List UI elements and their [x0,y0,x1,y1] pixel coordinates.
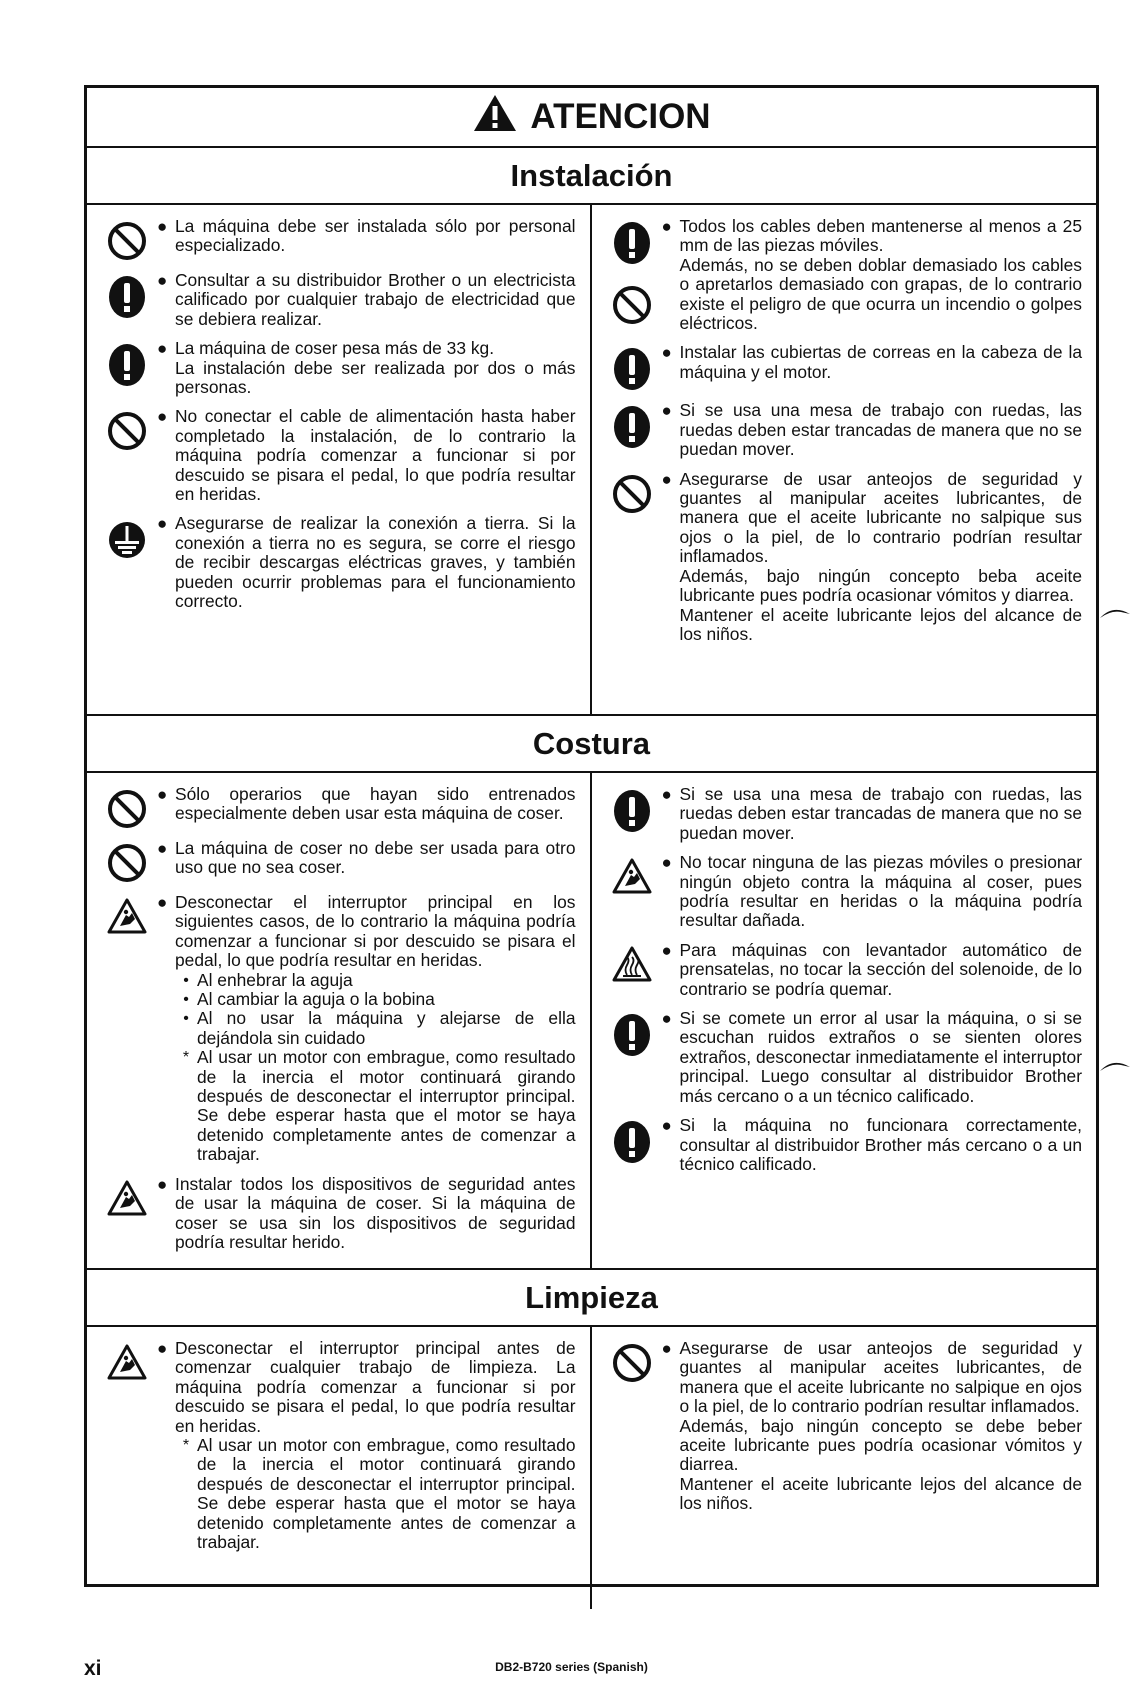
hand-caution-icon [106,897,148,935]
item-icon-cell [97,514,157,562]
safety-item [602,1339,1083,1514]
safety-item [602,785,1083,843]
bullet-icon: ● [661,217,672,236]
safety-item [97,217,576,261]
item-icon-cell [97,407,157,451]
bullet-icon: ● [661,469,672,489]
sub-mark: • [183,1010,189,1028]
item-text [662,785,1083,843]
main-header [87,88,1096,148]
item-text [157,1339,576,1552]
sub-item [175,971,576,990]
prohibition-icon [107,411,147,451]
mandatory-exclamation-icon [107,343,147,387]
item-main-text: La máquina de coser pesa más de 33 kg. [175,338,495,359]
item-text [662,1339,1083,1514]
mandatory-exclamation-icon [612,1120,652,1164]
mandatory-exclamation-icon [612,347,652,391]
item-main-text: Si se usa una mesa de trabajo con ruedas, las ruedas deben estar trancadas de manera que no se puedan mover. [679,400,1082,460]
bullet-icon: ● [157,785,168,804]
item-main-text: Desconectar el interruptor principal en los siguientes casos, de lo contrario la máquina podría comenzar a funcionar si por descuido se pisara el pedal, lo que podría resultar en heridas. [175,892,576,971]
sub-item-text: Al no usar la máquina y alejarse de ella dejándola sin cuidado [197,1008,576,1048]
section-heading [87,716,1096,773]
prohibition-icon [107,843,147,883]
item-main-text: Para máquinas con levantador automático de prensatelas, no tocar la sección del solenoide, de lo contrario se podría quemar. [679,939,1082,999]
section-heading [87,1270,1096,1327]
bullet-icon: ● [661,853,672,873]
mandatory-exclamation-icon [612,789,652,833]
prohibition-icon [107,789,147,829]
item-text [662,1116,1083,1174]
section-title: Costura [532,725,651,761]
item-icon-cell [602,941,662,983]
mandatory-exclamation-icon [107,275,147,319]
bullet-icon: ● [157,271,168,290]
item-main-text: Si la máquina no funcionara correctamente, consultar al distribuidor Brother más cercano o a un técnico calificado. [679,1115,1082,1174]
bullet-icon: ● [157,407,168,427]
item-main-text: Asegurarse de realizar la conexión a tierra. Si la conexión a tierra no es segura, se corre el riesgo de recibir descargas eléctricas graves, y también pueden ocurrir problemas para el funcionamiento correcto. [175,513,576,612]
item-text [662,401,1083,459]
section-column-right [592,1327,1097,1609]
warning-triangle-icon [472,93,518,142]
bullet-icon: ● [157,514,168,534]
item-icon-cell [602,1116,662,1164]
section-title: Instalación [510,157,673,193]
safety-item [602,217,1083,333]
item-icon-cell [602,470,662,514]
sub-item [175,1048,576,1164]
sub-item-text: Al cambiar la aguja o la bobina [197,989,435,1010]
bullet-icon: ● [157,893,168,912]
safety-item [97,1339,576,1552]
item-text [157,217,576,256]
item-main-text: Si se usa una mesa de trabajo con ruedas, las ruedas deben estar trancadas de manera que no se puedan mover. [679,784,1082,843]
item-text [157,339,576,397]
bullet-icon: ● [661,1339,672,1358]
safety-item [97,785,576,829]
item-main-text: La máquina debe ser instalada sólo por personal especializado. [175,216,576,256]
item-extra-text: Además, bajo ningún concepto se debe beber aceite lubricante pues podría ocasionar vómitos y diarrea. [679,1415,1082,1475]
item-icon-cell [97,217,157,261]
item-text [662,853,1083,931]
item-icon-cell [97,339,157,387]
sub-item-text: Al usar un motor con embrague, como resultado de la inercia el motor continuará girando después de desconectar el interruptor principal. Se debe esperar hasta que el motor se haya detenido completamente antes de comenzar a trabajar. [197,1435,576,1553]
section-column-left [87,205,592,714]
item-text [662,941,1083,999]
hand-caution-icon [106,1343,148,1381]
safety-item [97,271,576,329]
item-main-text: Si se comete un error al usar la máquina, o si se escuchan ruidos extraños o se sienten olores extraños, desconectar inmediatamente el interruptor principal. Luego consultar al distribuidor Brother más cercano o a un técnico calificado. [679,1008,1082,1106]
safety-item [97,407,576,504]
section-heading [87,148,1096,205]
safety-item [97,339,576,397]
safety-item [97,514,576,611]
ground-icon [107,518,147,562]
sub-item-text: Al usar un motor con embrague, como resultado de la inercia el motor continuará girando después de desconectar el interruptor principal. Se debe esperar hasta que el motor se haya detenido completamente antes de comenzar a trabajar. [197,1047,576,1165]
item-extra-text: Además, no se deben doblar demasiado los cables o apretarlos demasiado con grapas, de lo contrario existe el peligro de que ocurra un incendio o golpes eléctricos. [679,254,1082,334]
safety-item [97,893,576,1165]
model-label: DB2-B720 series (Spanish) [495,1660,648,1674]
item-text [157,893,576,1165]
sub-mark: • [183,991,189,1009]
bullet-icon: ● [157,839,168,858]
sub-mark: • [183,971,189,989]
item-extra-text: Además, bajo ningún concepto beba aceite lubricante pues podría ocasionar vómitos y diarrea. [679,565,1082,606]
item-text [157,514,576,611]
safety-item [602,853,1083,931]
item-icon-cell [97,271,157,319]
section-column-right [592,773,1097,1268]
item-main-text: No conectar el cable de alimentación hasta haber completado la instalación, de lo contrario la máquina podría comenzar a funcionar si por descuido se pisara el pedal, lo que podría resultar en heridas. [175,406,576,505]
bullet-icon: ● [157,339,168,359]
item-text [157,839,576,878]
item-icon-cell [97,785,157,829]
item-icon-cell [602,1339,662,1383]
item-icon-cell [97,1339,157,1381]
item-text [662,343,1083,382]
sub-mark: * [182,1049,190,1067]
bullet-icon: ● [661,401,672,421]
item-text [157,785,576,824]
item-text [662,217,1083,333]
safety-item [602,401,1083,459]
item-main-text: Desconectar el interruptor principal antes de comenzar cualquier trabajo de limpieza. La máquina podría comenzar a funcionar si por descuido se pisara el pedal, lo que podría resultar en heridas. [175,1338,576,1436]
item-main-text: Instalar las cubiertas de correas en la cabeza de la máquina y el motor. [679,342,1082,382]
page-title: ATENCION [530,97,711,136]
item-icon-cell [602,343,662,391]
bullet-icon: ● [157,1339,168,1358]
section-body [87,773,1096,1270]
item-text [662,470,1083,645]
item-text [157,271,576,329]
item-icon-cell [602,217,662,325]
item-main-text: Todos los cables deben mantenerse al menos a 25 mm de las piezas móviles. [679,216,1082,256]
sub-mark: * [182,1437,190,1455]
item-main-text: Instalar todos los dispositivos de seguridad antes de usar la máquina de coser. Si la máquina de coser se usa sin los dispositivos de seguridad podría resultar herido. [175,1173,576,1252]
item-icon-cell [97,839,157,883]
prohibition-icon [612,1343,652,1383]
item-icon-cell [97,893,157,935]
section-column-left [87,773,592,1268]
mandatory-exclamation-icon [612,405,652,449]
page-number: xi [84,1657,102,1680]
sub-item-text: Al enhebrar la aguja [197,969,353,990]
safety-item [602,470,1083,645]
item-main-text: Asegurarse de usar anteojos de seguridad y guantes al manipular aceites lubricantes, de manera que el aceite lubricante no salpique sus ojos o la piel, de lo contrario podrían resultar inflamados. [679,468,1082,567]
item-extra-text: Mantener el aceite lubricante lejos del alcance de los niños. [679,604,1082,644]
section-body [87,1327,1096,1609]
warning-frame [84,85,1099,1587]
item-icon-cell [602,853,662,895]
safety-item [602,1116,1083,1174]
prohibition-icon [612,474,652,514]
item-icon-cell [602,401,662,449]
thumb-tab-icon [1099,602,1131,620]
section-column-right [592,205,1097,714]
bullet-icon: ● [157,1174,168,1194]
safety-item [97,1175,576,1253]
item-text [157,407,576,504]
bullet-icon: ● [157,217,168,236]
sub-item [175,1436,576,1552]
bullet-icon: ● [661,940,672,960]
section-body [87,205,1096,716]
bullet-icon: ● [661,1116,672,1136]
item-icon-cell [97,1175,157,1217]
item-extra-text: Mantener el aceite lubricante lejos del alcance de los niños. [679,1473,1082,1514]
item-main-text: Sólo operarios que hayan sido entrenados especialmente deben usar esta máquina de coser. [175,784,576,824]
hot-surface-icon [611,945,653,983]
mandatory-exclamation-icon [612,1013,652,1057]
bullet-icon: ● [661,785,672,804]
item-main-text: Consultar a su distribuidor Brother o un electricista calificado por cualquier trabajo de electricidad que se debiera realizar. [175,270,576,329]
safety-item [602,343,1083,391]
hand-caution-icon [611,857,653,895]
item-text [662,1009,1083,1106]
sub-item [175,1009,576,1048]
safety-item [602,1009,1083,1106]
sub-item [175,990,576,1009]
bullet-icon: ● [661,343,672,363]
item-extra-text: La instalación debe ser realizada por dos o más personas. [175,357,576,398]
item-icon-cell [602,785,662,833]
safety-item [602,941,1083,999]
safety-item [97,839,576,883]
bullet-icon: ● [661,1009,672,1029]
section-title: Limpieza [525,1279,658,1315]
thumb-tab-icon [1099,1055,1131,1073]
item-main-text: La máquina de coser no debe ser usada para otro uso que no sea coser. [175,838,576,878]
item-icon-cell [602,1009,662,1057]
item-main-text: Asegurarse de usar anteojos de seguridad y guantes al manipular aceites lubricantes, de manera que el aceite lubricante no salpique en ojos o la piel, de lo contrario podrían resultar inflamados. [679,1338,1082,1417]
prohibition-icon [107,221,147,261]
item-text [157,1175,576,1253]
mandatory-exclamation-icon [612,221,652,265]
item-main-text: No tocar ninguna de las piezas móviles o presionar ningún objeto contra la máquina al coser, pues podría resultar en heridas o la máquina podría resultar dañada. [679,852,1082,931]
hand-caution-icon [106,1179,148,1217]
prohibition-icon [612,285,652,325]
sections-container [87,148,1096,1609]
section-column-left [87,1327,592,1609]
